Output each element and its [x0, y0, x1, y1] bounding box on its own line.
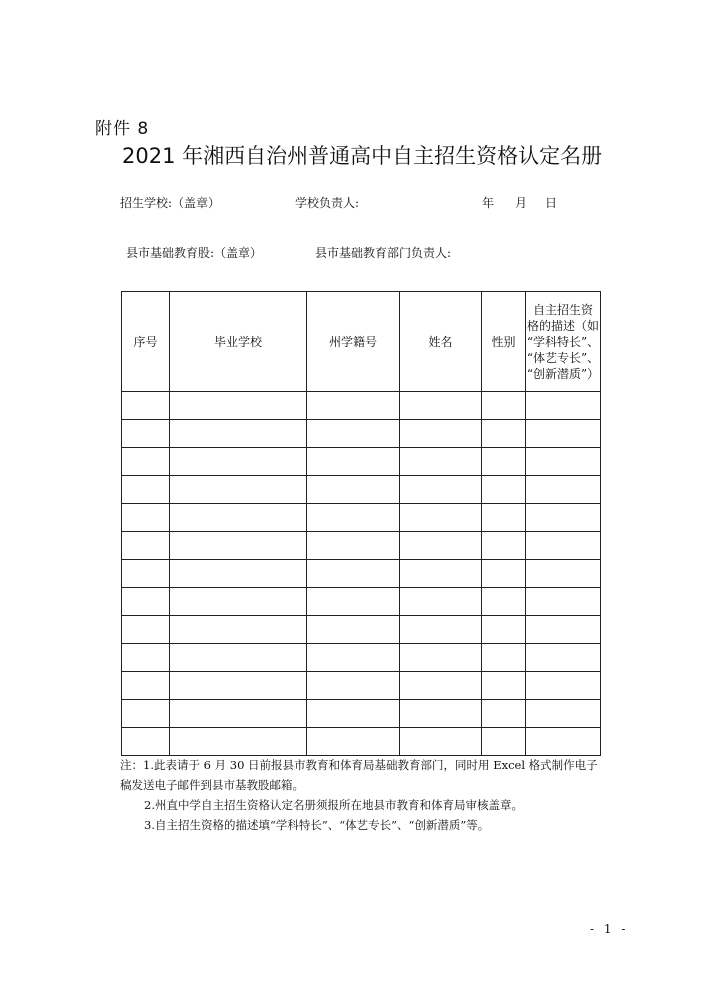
table-cell[interactable]	[482, 560, 526, 588]
table-cell[interactable]	[170, 700, 307, 728]
table-row	[122, 476, 601, 504]
table-row	[122, 672, 601, 700]
table-cell[interactable]	[400, 532, 482, 560]
table-cell[interactable]	[170, 672, 307, 700]
table-cell[interactable]	[526, 644, 601, 672]
table-cell[interactable]	[170, 532, 307, 560]
note-line-1: 注：1.此表请于 6 月 30 日前报县市教育和体育局基础教育部门，同时用 Excel 格式制作电子	[120, 758, 598, 772]
table-header-row	[122, 292, 601, 392]
table-cell[interactable]	[307, 588, 400, 616]
table-cell[interactable]	[526, 728, 601, 756]
year-label: 年	[482, 196, 495, 210]
table-cell[interactable]	[307, 700, 400, 728]
note-line-3: 3.自主招生资格的描述填“学科特长”、“体艺专长”、“创新潜质”等。	[144, 818, 490, 832]
table-cell[interactable]	[122, 476, 170, 504]
desc-line: 自主招生资	[532, 302, 593, 317]
table-cell[interactable]	[482, 728, 526, 756]
note-line-2: 2.州直中学自主招生资格认定名册须报所在地县市教育和体育局审核盖章。	[144, 798, 523, 812]
table-cell[interactable]	[400, 560, 482, 588]
col-header-school: 毕业学校	[170, 292, 307, 392]
day-label: 日	[545, 196, 558, 210]
table-cell[interactable]	[122, 700, 170, 728]
note-line-1b: 稿发送电子邮件到县市基教股邮箱。	[120, 778, 304, 792]
col-header-index: 序号	[122, 292, 170, 392]
table-cell[interactable]	[526, 392, 601, 420]
table-cell[interactable]	[122, 532, 170, 560]
table-cell[interactable]	[122, 644, 170, 672]
table-cell[interactable]	[482, 504, 526, 532]
table-cell[interactable]	[482, 532, 526, 560]
table-cell[interactable]	[400, 672, 482, 700]
table-cell[interactable]	[482, 616, 526, 644]
principal-label: 学校负责人:	[295, 196, 360, 210]
table-cell[interactable]	[122, 588, 170, 616]
table-row	[122, 392, 601, 420]
table-cell[interactable]	[482, 672, 526, 700]
table-cell[interactable]	[122, 448, 170, 476]
col-header-name: 姓名	[400, 292, 482, 392]
table-cell[interactable]	[526, 588, 601, 616]
table-row	[122, 532, 601, 560]
desc-line: “学科特长”、	[526, 334, 600, 349]
table-row	[122, 616, 601, 644]
table-cell[interactable]	[122, 392, 170, 420]
table-cell[interactable]	[482, 644, 526, 672]
table-cell[interactable]	[307, 504, 400, 532]
table-cell[interactable]	[400, 504, 482, 532]
table-cell[interactable]	[482, 420, 526, 448]
table-cell[interactable]	[400, 448, 482, 476]
table-cell[interactable]	[400, 392, 482, 420]
page-number: - 1 -	[590, 922, 629, 936]
school-stamp-label: 招生学校:（盖章）	[120, 196, 221, 210]
table-cell[interactable]	[170, 448, 307, 476]
table-cell[interactable]	[170, 588, 307, 616]
table-cell[interactable]	[482, 392, 526, 420]
table-cell[interactable]	[526, 448, 601, 476]
col-header-gender: 性别	[482, 292, 526, 392]
table-cell[interactable]	[170, 420, 307, 448]
registration-table	[121, 291, 601, 756]
table-cell[interactable]	[307, 644, 400, 672]
table-cell[interactable]	[400, 700, 482, 728]
table-cell[interactable]	[482, 700, 526, 728]
table-cell[interactable]	[307, 420, 400, 448]
table-cell[interactable]	[170, 392, 307, 420]
table-cell[interactable]	[122, 728, 170, 756]
attachment-label: 附件 8	[95, 119, 150, 139]
table-cell[interactable]	[526, 504, 601, 532]
table-cell[interactable]	[526, 700, 601, 728]
table-cell[interactable]	[170, 504, 307, 532]
document-title: 2021 年湘西自治州普通高中自主招生资格认定名册	[122, 144, 603, 168]
table-cell[interactable]	[526, 420, 601, 448]
desc-line: 格的描述（如	[526, 318, 599, 333]
table-cell[interactable]	[482, 476, 526, 504]
table-cell[interactable]	[526, 616, 601, 644]
table-cell[interactable]	[526, 560, 601, 588]
table-cell[interactable]	[122, 672, 170, 700]
desc-line: “体艺专长”、	[526, 350, 600, 365]
table-cell[interactable]	[122, 504, 170, 532]
table-cell[interactable]	[526, 532, 601, 560]
table-row	[122, 560, 601, 588]
table-row	[122, 644, 601, 672]
table-cell[interactable]	[307, 448, 400, 476]
table-cell[interactable]	[400, 644, 482, 672]
table-cell[interactable]	[170, 476, 307, 504]
table-cell[interactable]	[170, 616, 307, 644]
table-row	[122, 448, 601, 476]
table-cell[interactable]	[400, 476, 482, 504]
table-row	[122, 700, 601, 728]
table-cell[interactable]	[307, 672, 400, 700]
month-label: 月	[515, 196, 528, 210]
table-row	[122, 504, 601, 532]
col-header-description	[526, 292, 601, 392]
table-cell[interactable]	[482, 588, 526, 616]
table-cell[interactable]	[307, 476, 400, 504]
table-cell[interactable]	[307, 532, 400, 560]
table-cell[interactable]	[482, 448, 526, 476]
col-header-student-id: 州学籍号	[307, 292, 400, 392]
desc-line: “创新潜质”）	[526, 366, 600, 381]
table-cell[interactable]	[122, 420, 170, 448]
table-cell[interactable]	[170, 644, 307, 672]
table-cell[interactable]	[400, 588, 482, 616]
table-cell[interactable]	[122, 560, 170, 588]
table-cell[interactable]	[400, 616, 482, 644]
table-cell[interactable]	[122, 616, 170, 644]
table-row	[122, 420, 601, 448]
table-row	[122, 728, 601, 756]
table-cell[interactable]	[170, 560, 307, 588]
table-cell[interactable]	[170, 728, 307, 756]
table-cell[interactable]	[307, 560, 400, 588]
table-cell[interactable]	[526, 672, 601, 700]
county-head-label: 县市基础教育部门负责人:	[315, 246, 452, 260]
table-cell[interactable]	[400, 728, 482, 756]
table-cell[interactable]	[307, 616, 400, 644]
table-row	[122, 588, 601, 616]
table-cell[interactable]	[307, 728, 400, 756]
table-cell[interactable]	[526, 476, 601, 504]
table-cell[interactable]	[307, 392, 400, 420]
table-cell[interactable]	[400, 420, 482, 448]
county-stamp-label: 县市基础教育股:（盖章）	[126, 246, 263, 260]
